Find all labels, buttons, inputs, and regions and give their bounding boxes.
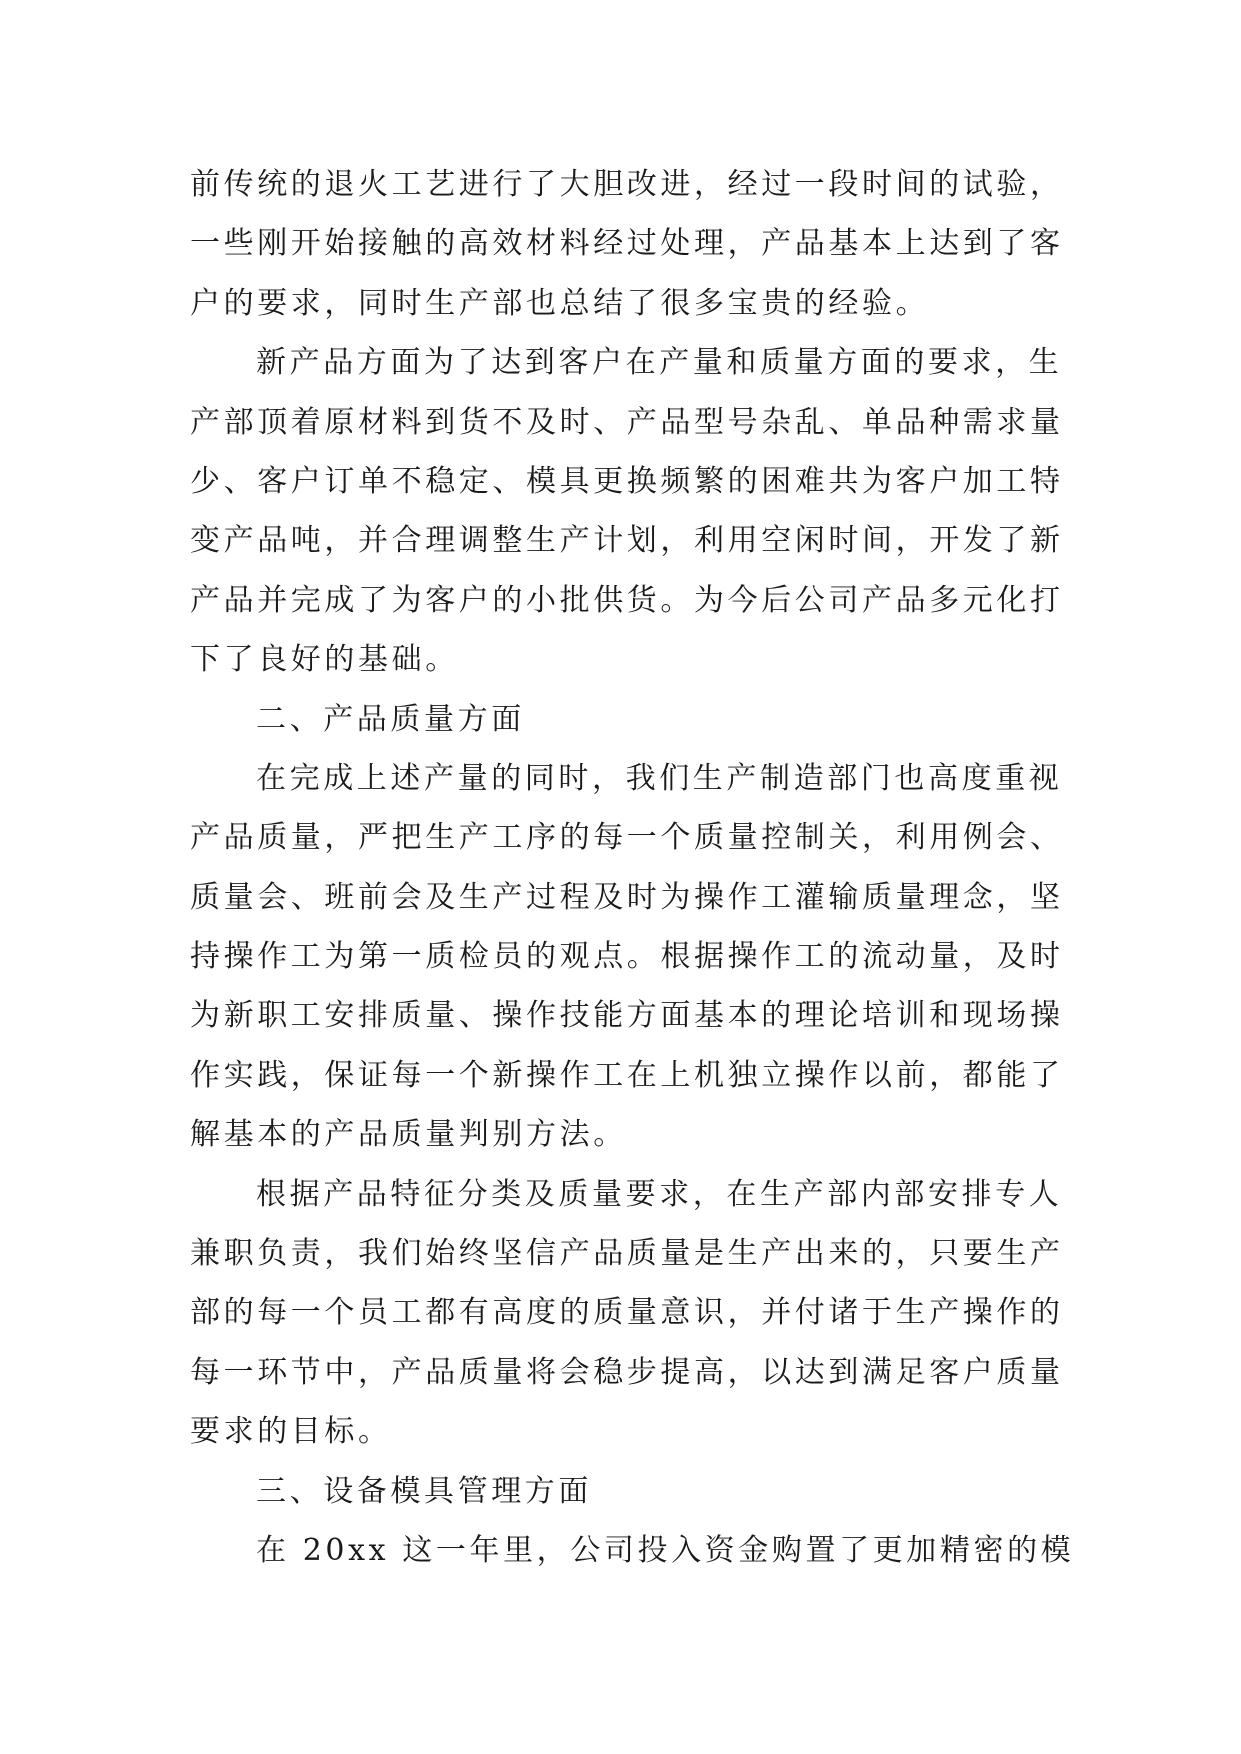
text-line: 少、客户订单不稳定、模具更换频繁的困难共为客户加工特: [190, 463, 1064, 499]
text-line: 为新职工安排质量、操作技能方面基本的理论培训和现场操: [190, 998, 1064, 1034]
text-line: 每一环节中，产品质量将会稳步提高，以达到满足客户质量: [190, 1354, 1064, 1390]
text-line: 要求的目标。: [190, 1414, 392, 1450]
document-body: [190, 155, 1075, 1580]
text-line: 解基本的产品质量判别方法。: [190, 1117, 627, 1153]
text-line: 兼职负责，我们始终坚信产品质量是生产出来的，只要生产: [190, 1236, 1064, 1272]
text-line: 产品质量，严把生产工序的每一个质量控制关，利用例会、: [190, 820, 1064, 856]
paragraph-start-line: 新产品方面为了达到客户在产量和质量方面的要求，生: [256, 345, 1063, 381]
text-line: 质量会、班前会及生产过程及时为操作工灌输质量理念，坚: [190, 879, 1064, 915]
text-line: 户的要求，同时生产部也总结了很多宝贵的经验。: [190, 285, 930, 321]
text-line: 部的每一个员工都有高度的质量意识，并付诸于生产操作的: [190, 1295, 1064, 1331]
paragraph-start-line: 在 20xx 这一年里，公司投入资金购置了更加精密的模: [256, 1532, 1075, 1568]
text-line: 变产品吨，并合理调整生产计划，利用空闲时间，开发了新: [190, 523, 1064, 559]
text-line: 作实践，保证每一个新操作工在上机独立操作以前，都能了: [190, 1057, 1064, 1093]
text-line: 产品并完成了为客户的小批供货。为今后公司产品多元化打: [190, 582, 1064, 618]
text-line: 持操作工为第一质检员的观点。根据操作工的流动量，及时: [190, 939, 1064, 975]
text-line: 下了良好的基础。: [190, 642, 459, 678]
text-line: 前传统的退火工艺进行了大胆改进，经过一段时间的试验，: [190, 167, 1064, 202]
paragraph-start-line: 在完成上述产量的同时，我们生产制造部门也高度重视: [256, 760, 1063, 796]
text-line: 一些刚开始接触的高效材料经过处理，产品基本上达到了客: [190, 226, 1064, 262]
paragraph-start-line: 根据产品特征分类及质量要求，在生产部内部安排专人: [256, 1176, 1063, 1212]
section-heading-equipment-mold: 三、设备模具管理方面: [256, 1473, 592, 1509]
section-heading-product-quality: 二、产品质量方面: [256, 701, 525, 737]
text-line: 产部顶着原材料到货不及时、产品型号杂乱、单品种需求量: [190, 404, 1064, 440]
